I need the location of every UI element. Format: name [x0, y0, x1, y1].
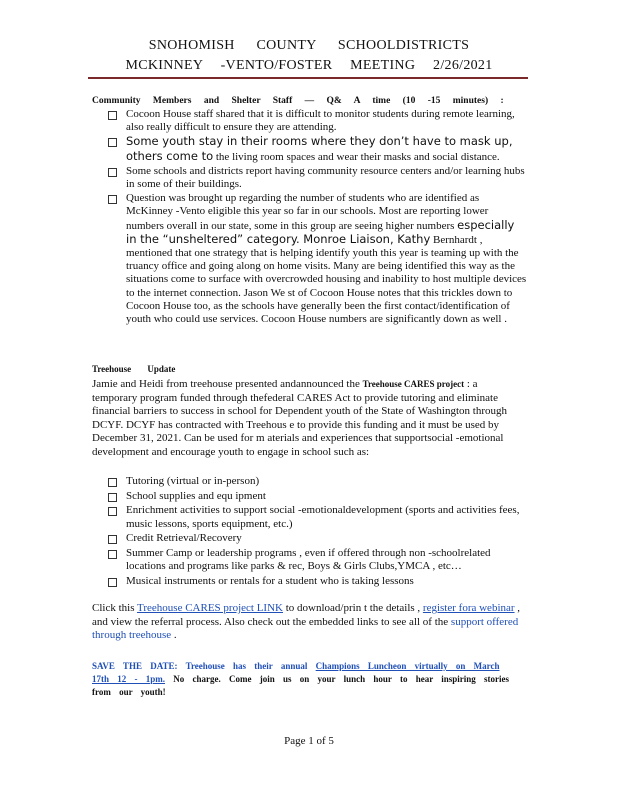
treehouse-intro-paragraph — [92, 378, 524, 459]
bullet-text: School supplies and equ ipment — [126, 489, 266, 502]
page-number: Page 1 of 5 — [284, 735, 334, 747]
checkbox-bullet-icon — [108, 507, 117, 516]
list-item — [108, 547, 528, 574]
links-text: , and view the referral process. Also check out the embedded links to see all of the — [92, 602, 521, 628]
community-section-heading: Community Members and Shelter Staff — Q& A time (10 -15 minutes) : — [92, 96, 504, 106]
community-bullet-list — [108, 108, 528, 327]
checkbox-bullet-icon — [108, 168, 117, 177]
list-item — [108, 108, 528, 134]
checkbox-bullet-icon — [108, 550, 117, 559]
links-paragraph — [92, 602, 524, 643]
support-treehouse-link[interactable]: support offered through treehouse — [92, 615, 519, 641]
champions-luncheon-link[interactable]: Champions Luncheon virtually on March 17th 12 - 1pm. — [92, 661, 500, 684]
treehouse-cares-link[interactable]: Treehouse CARES project LINK — [137, 602, 283, 614]
links-text: Click this — [92, 602, 138, 614]
list-item — [108, 504, 528, 531]
bullet-text: Enrichment activities to support social -emotionaldevelopment (sports and activities fees, music lessons, sports equipment, etc.) — [126, 504, 520, 530]
bullet-text-large: especially in the “unsheltered” category. Monroe Liaison, Kathy — [126, 217, 515, 246]
checkbox-bullet-icon — [108, 111, 117, 120]
checkbox-bullet-icon — [108, 578, 117, 587]
list-item — [108, 475, 528, 489]
bullet-text: Bernhardt , mentioned that one strategy that is helping identify youth this year is teaming up with the truancy office and going along on home visits. Many are being identified this way as the situations come to surface with overcrowded housing and inability to host multiple devices to the internet connection. Jason We st of Cocoon House notes that this trickles down to Cocoon House too, as the schools have generally been the first contact/identification of youth who could use services. Cocoon House numbers are significantly down as well . — [126, 233, 527, 326]
register-webinar-link[interactable]: register fora webinar — [422, 602, 515, 614]
bullet-text: Summer Camp or leadership programs , even if offered through non -schoolrelated locations and programs like parks & rec, Boys & Girls Clubs,YMCA , etc… — [126, 546, 491, 572]
checkbox-bullet-icon — [108, 535, 117, 544]
document-title-line2: MCKINNEY -VENTO/FOSTER MEETING 2/26/2021 — [125, 58, 493, 73]
links-text: . — [171, 629, 177, 641]
checkbox-bullet-icon — [108, 195, 117, 204]
bullet-text: Some schools and districts report having community resource centers and/or learning hubs in some of their buildings. — [126, 164, 525, 191]
save-date-text: No charge. Come join us on your lunch hour to hear inspiring stories from our youth! — [92, 674, 510, 697]
checkbox-bullet-icon — [108, 478, 117, 487]
bullet-text-large: Some youth stay in their rooms where they don’t have to mask up, others come to — [126, 134, 513, 163]
document-title-line1: SNOHOMISH COUNTY SCHOOLDISTRICTS — [148, 38, 470, 53]
checkbox-bullet-icon — [108, 493, 117, 502]
save-date-text: SAVE THE DATE: Treehouse has their annual — [92, 661, 316, 671]
list-item — [108, 192, 528, 326]
bullet-text: Musical instruments or rentals for a student who is taking lessons — [126, 574, 414, 587]
list-item — [108, 490, 528, 504]
treehouse-bullet-list — [108, 475, 528, 589]
list-item — [108, 165, 528, 191]
save-the-date-paragraph — [92, 660, 524, 699]
title-divider — [88, 77, 528, 79]
intro-text: : a temporary program funded through thefederal CARES Act to provide tutoring and eliminate financial barriers to success in school for Dependent youth of the State of Washington through DCYF. DCYF has contracted with Treehous e to provide this funding and it must be used by December 31, 2021. Can be used for m aterials and experiences that supportsocial -emotional development and encourage youth to engage in school such as: — [92, 378, 507, 458]
checkbox-bullet-icon — [108, 138, 117, 147]
list-item — [108, 575, 528, 589]
intro-tag: Treehouse CARES project — [362, 379, 465, 389]
intro-text: Jamie and Heidi from treehouse presented andannounced the — [92, 378, 363, 390]
bullet-text: Tutoring (virtual or in-person) — [126, 475, 260, 487]
treehouse-section-heading: Treehouse Update — [92, 364, 176, 374]
bullet-text: the living room spaces and wear their masks and social distance. — [213, 150, 500, 163]
links-text: to download/prin t the details , — [282, 602, 423, 614]
bullet-text: Credit Retrieval/Recovery — [126, 532, 242, 544]
bullet-text: Question was brought up regarding the number of students who are identified as McKinney -Vento eligible this year so far in our schools. Most are reporting lower numbers overall in our state, some in this group are seeing higher numbers — [126, 192, 489, 232]
bullet-text: Cocoon House staff shared that it is difficult to monitor students during remote learning, also really difficult to ensure they are attending. — [126, 108, 515, 134]
list-item — [108, 135, 528, 163]
list-item — [108, 532, 528, 546]
